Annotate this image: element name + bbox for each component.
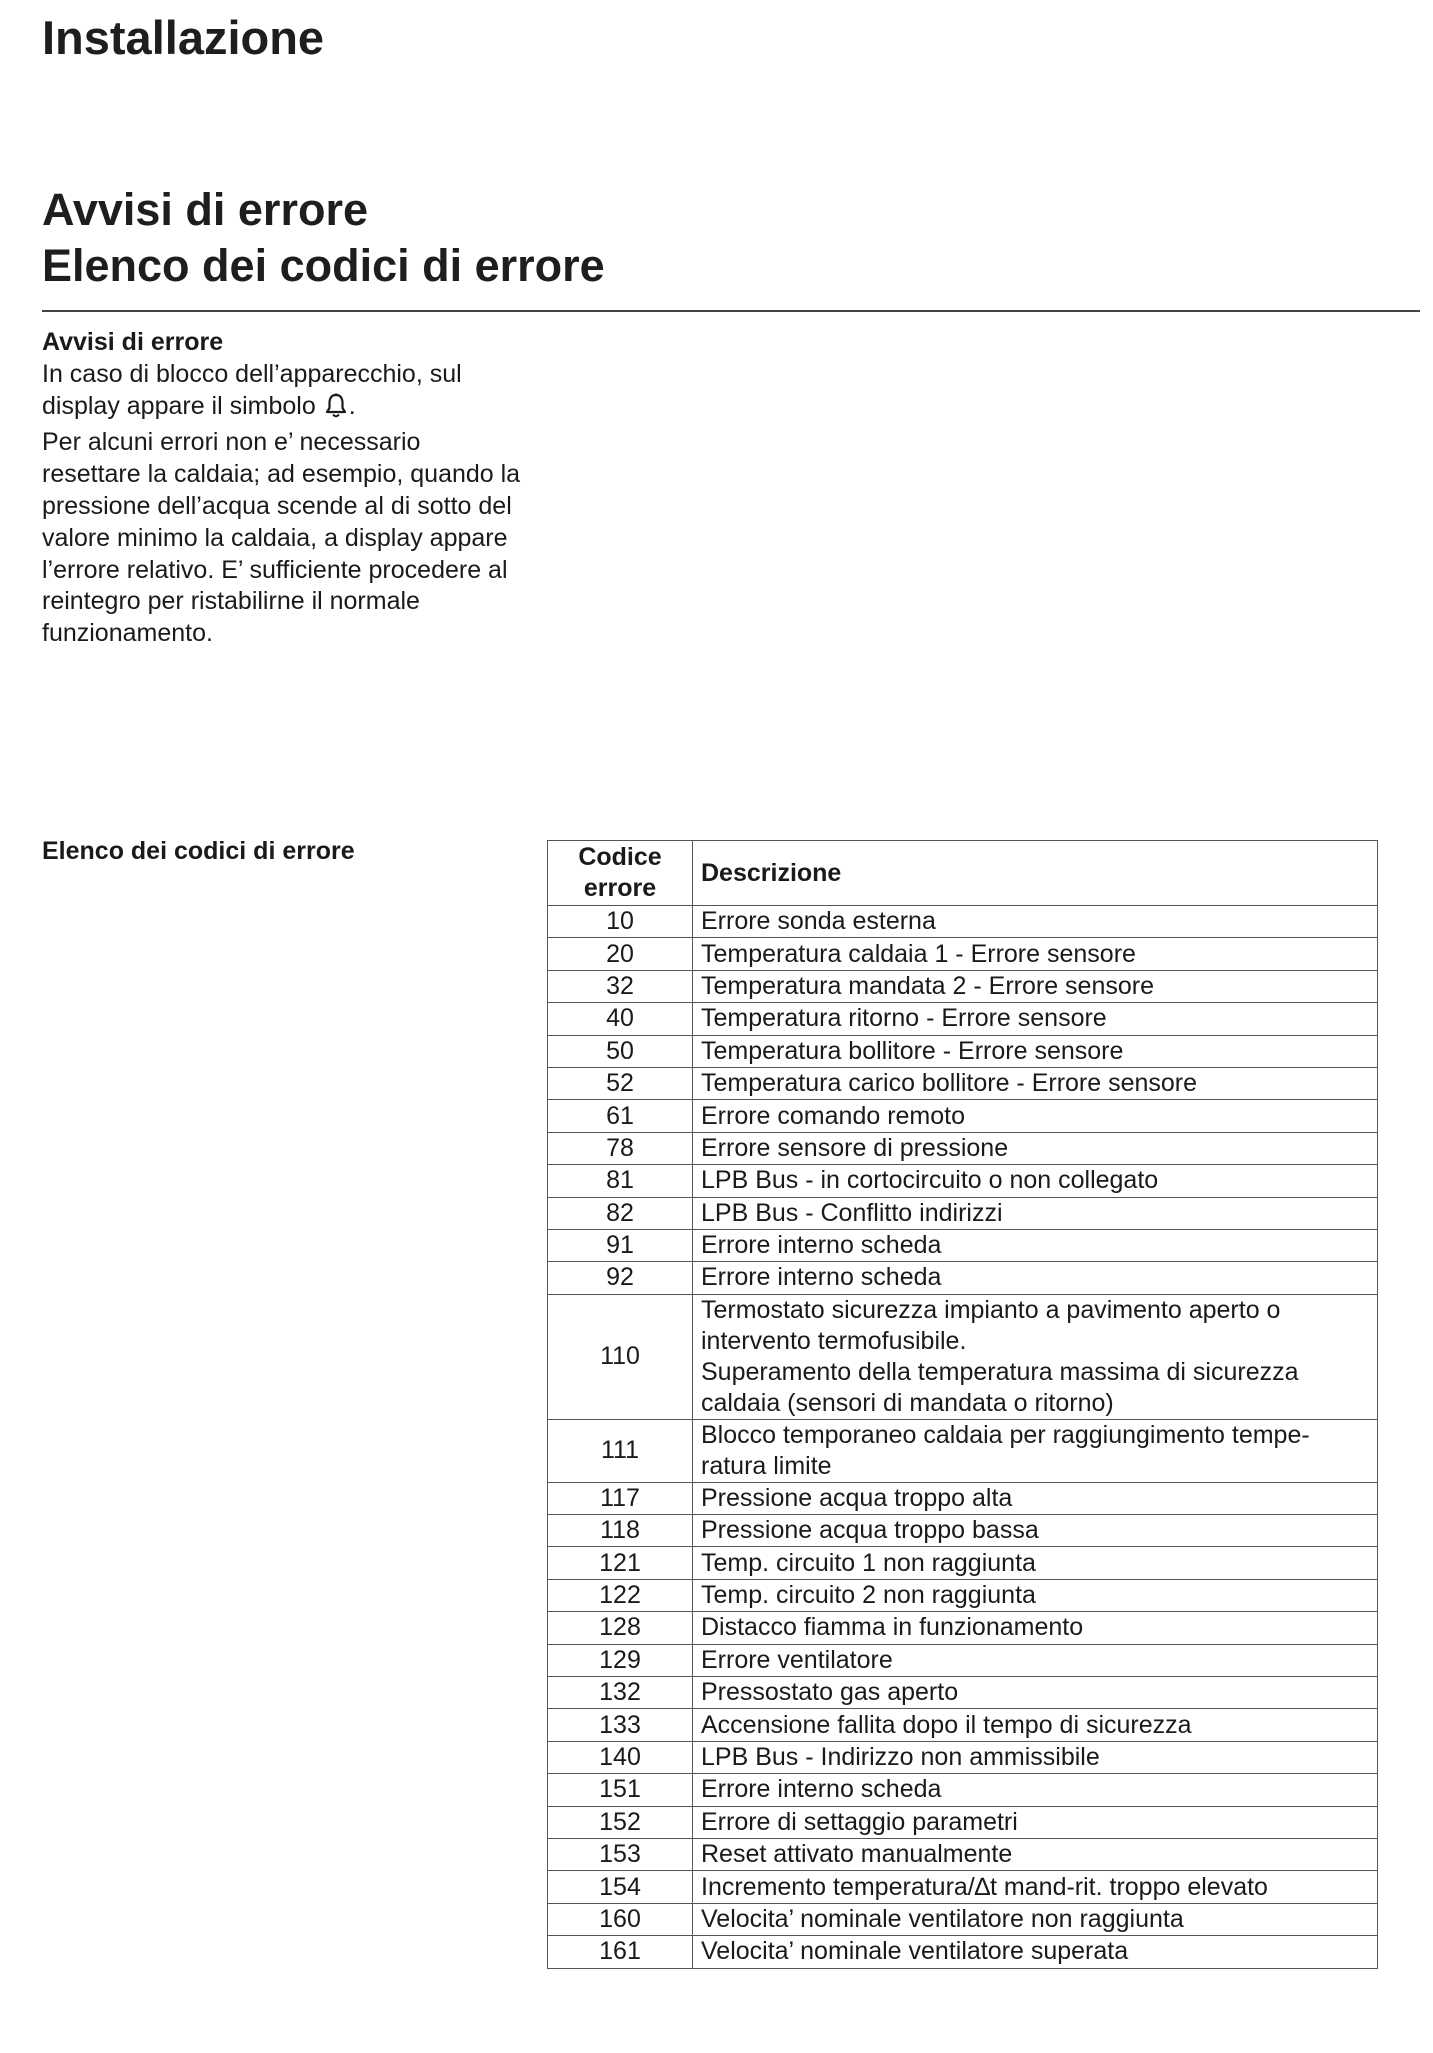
error-code: 132	[548, 1677, 693, 1709]
table-row	[548, 1035, 1378, 1067]
intro-block	[42, 327, 522, 650]
description-line: Temperatura ritorno - Errore sensore	[701, 1004, 1107, 1033]
error-description	[693, 1774, 1378, 1806]
error-description	[693, 1165, 1378, 1197]
table-row	[548, 1547, 1378, 1579]
error-code: 128	[548, 1612, 693, 1644]
intro-text-after-icon: .	[348, 391, 356, 420]
table-row	[548, 1871, 1378, 1903]
table-row	[548, 1579, 1378, 1611]
table-row	[548, 1419, 1378, 1482]
error-code: 129	[548, 1644, 693, 1676]
error-code: 40	[548, 1003, 693, 1035]
table-row	[548, 1067, 1378, 1099]
error-description	[693, 1547, 1378, 1579]
error-description	[693, 1644, 1378, 1676]
table-row	[548, 938, 1378, 970]
description-line: Temperatura mandata 2 - Errore sensore	[701, 971, 1154, 1000]
description-line: Errore sonda esterna	[701, 907, 936, 936]
table-row	[548, 1903, 1378, 1935]
table-row	[548, 1838, 1378, 1870]
error-description	[693, 1903, 1378, 1935]
error-code: 140	[548, 1741, 693, 1773]
error-description	[693, 906, 1378, 938]
table-row	[548, 1132, 1378, 1164]
error-description	[693, 1035, 1378, 1067]
error-description	[693, 1612, 1378, 1644]
description-line: Temperatura carico bollitore - Errore sensore	[701, 1069, 1198, 1098]
error-code: 151	[548, 1774, 693, 1806]
description-line: Termostato sicurezza impianto a pavimento aperto o	[701, 1295, 1281, 1324]
error-code: 92	[548, 1262, 693, 1294]
table-row	[548, 1709, 1378, 1741]
error-codes-table	[547, 840, 1378, 1969]
error-description	[693, 1100, 1378, 1132]
intro-text-rest: Per alcuni errori non e’ necessario resettare la caldaia; ad esempio, quando la pressione dell’acqua scende al di sotto del valore minimo la caldaia, a display appare l’errore relativo. E’ sufficiente procedere al reintegro per ristabilirne il normale funzionamento.	[42, 428, 521, 648]
table-row	[548, 1644, 1378, 1676]
header-code-line-1: Codice	[578, 843, 662, 871]
description-line: ratura limite	[701, 1451, 832, 1480]
description-line: Errore di settaggio parametri	[701, 1807, 1018, 1836]
description-line: LPB Bus - in cortocircuito o non collegato	[701, 1166, 1159, 1195]
description-line: LPB Bus - Conflitto indirizzi	[701, 1198, 1003, 1227]
table-header-row	[548, 841, 1378, 906]
error-description	[693, 1871, 1378, 1903]
description-line: Errore interno scheda	[701, 1231, 942, 1260]
table-row	[548, 1612, 1378, 1644]
description-line: Errore interno scheda	[701, 1263, 942, 1292]
table-row	[548, 1806, 1378, 1838]
intro-text-before-icon: In caso di blocco dell’apparecchio, sul display appare il simbolo	[42, 359, 462, 420]
table-row	[548, 1515, 1378, 1547]
description-line: Pressione acqua troppo alta	[701, 1483, 1013, 1512]
error-code: 82	[548, 1197, 693, 1229]
error-code: 110	[548, 1294, 693, 1419]
table-row	[548, 1294, 1378, 1419]
header-code	[548, 841, 693, 906]
error-code: 154	[548, 1871, 693, 1903]
error-code: 61	[548, 1100, 693, 1132]
description-line: Velocita’ nominale ventilatore non raggiunta	[701, 1904, 1184, 1933]
section-divider	[42, 310, 1420, 312]
table-row	[548, 1677, 1378, 1709]
error-description	[693, 1294, 1378, 1419]
error-code: 111	[548, 1419, 693, 1482]
description-line: Errore sensore di pressione	[701, 1133, 1009, 1162]
description-line: Reset attivato manualmente	[701, 1840, 1013, 1869]
section-title	[42, 182, 605, 294]
description-line: Errore comando remoto	[701, 1101, 966, 1130]
description-line: LPB Bus - Indirizzo non ammissibile	[701, 1743, 1100, 1771]
error-description	[693, 1132, 1378, 1164]
table-row	[548, 1741, 1378, 1773]
error-code: 32	[548, 970, 693, 1002]
table-row	[548, 1774, 1378, 1806]
description-line: Pressione acqua troppo bassa	[701, 1516, 1039, 1545]
error-code: 81	[548, 1165, 693, 1197]
error-description	[693, 1806, 1378, 1838]
description-line: Pressostato gas aperto	[701, 1678, 959, 1707]
table-row	[548, 1936, 1378, 1968]
description-line: Temp. circuito 2 non raggiunta	[701, 1581, 1036, 1610]
error-description	[693, 1677, 1378, 1709]
error-code: 52	[548, 1067, 693, 1099]
error-description	[693, 970, 1378, 1002]
table-body	[548, 906, 1378, 1969]
error-description	[693, 1262, 1378, 1294]
table-row	[548, 1100, 1378, 1132]
error-description	[693, 1419, 1378, 1482]
table-row	[548, 970, 1378, 1002]
error-code: 122	[548, 1579, 693, 1611]
error-code: 152	[548, 1806, 693, 1838]
intro-paragraph	[42, 359, 522, 650]
header-description: Descrizione	[693, 841, 1378, 906]
description-line: Temperatura bollitore - Errore sensore	[701, 1036, 1124, 1065]
error-code: 20	[548, 938, 693, 970]
error-code: 121	[548, 1547, 693, 1579]
error-code: 91	[548, 1229, 693, 1261]
error-code: 78	[548, 1132, 693, 1164]
error-description	[693, 1067, 1378, 1099]
error-code: 50	[548, 1035, 693, 1067]
error-description	[693, 1838, 1378, 1870]
description-line: Accensione fallita dopo il tempo di sicurezza	[701, 1710, 1192, 1739]
error-description	[693, 1197, 1378, 1229]
table-row	[548, 1197, 1378, 1229]
error-description	[693, 1709, 1378, 1741]
error-description	[693, 1579, 1378, 1611]
error-description	[693, 1482, 1378, 1514]
description-line: Errore interno scheda	[701, 1775, 942, 1804]
table-row	[548, 1003, 1378, 1035]
description-line: Errore ventilatore	[701, 1645, 893, 1674]
section-title-line-2: Elenco dei codici di errore	[42, 240, 605, 291]
header-code-line-2: errore	[583, 874, 657, 902]
description-line: caldaia (sensori di mandata o ritorno)	[701, 1388, 1114, 1417]
description-line: Incremento temperatura/∆t mand-rit. troppo elevato	[701, 1872, 1268, 1901]
error-code: 133	[548, 1709, 693, 1741]
description-line: Velocita’ nominale ventilatore superata	[701, 1937, 1129, 1966]
table-row	[548, 906, 1378, 938]
description-line: Blocco temporaneo caldaia per raggiungimento tempe-	[701, 1420, 1310, 1449]
table-row	[548, 1229, 1378, 1261]
error-description	[693, 938, 1378, 970]
error-code: 117	[548, 1482, 693, 1514]
error-description	[693, 1229, 1378, 1261]
error-description	[693, 1741, 1378, 1773]
description-line: Temperatura caldaia 1 - Errore sensore	[701, 939, 1136, 968]
error-code: 161	[548, 1936, 693, 1968]
error-list-heading: Elenco dei codici di errore	[42, 837, 355, 865]
description-line: Superamento della temperatura massima di sicurezza	[701, 1357, 1299, 1386]
description-line: Distacco fiamma in funzionamento	[701, 1613, 1084, 1642]
table-row	[548, 1262, 1378, 1294]
description-line: Temp. circuito 1 non raggiunta	[701, 1548, 1036, 1577]
error-code: 153	[548, 1838, 693, 1870]
error-code: 160	[548, 1903, 693, 1935]
page-header: Installazione	[42, 11, 325, 64]
description-line: intervento termofusibile.	[701, 1326, 967, 1355]
error-description	[693, 1936, 1378, 1968]
table-row	[548, 1165, 1378, 1197]
error-code: 10	[548, 906, 693, 938]
bell-icon	[325, 393, 347, 428]
section-title-line-1: Avvisi di errore	[42, 184, 368, 235]
intro-heading: Avvisi di errore	[42, 328, 224, 356]
table-row	[548, 1482, 1378, 1514]
error-code: 118	[548, 1515, 693, 1547]
error-description	[693, 1515, 1378, 1547]
error-description	[693, 1003, 1378, 1035]
